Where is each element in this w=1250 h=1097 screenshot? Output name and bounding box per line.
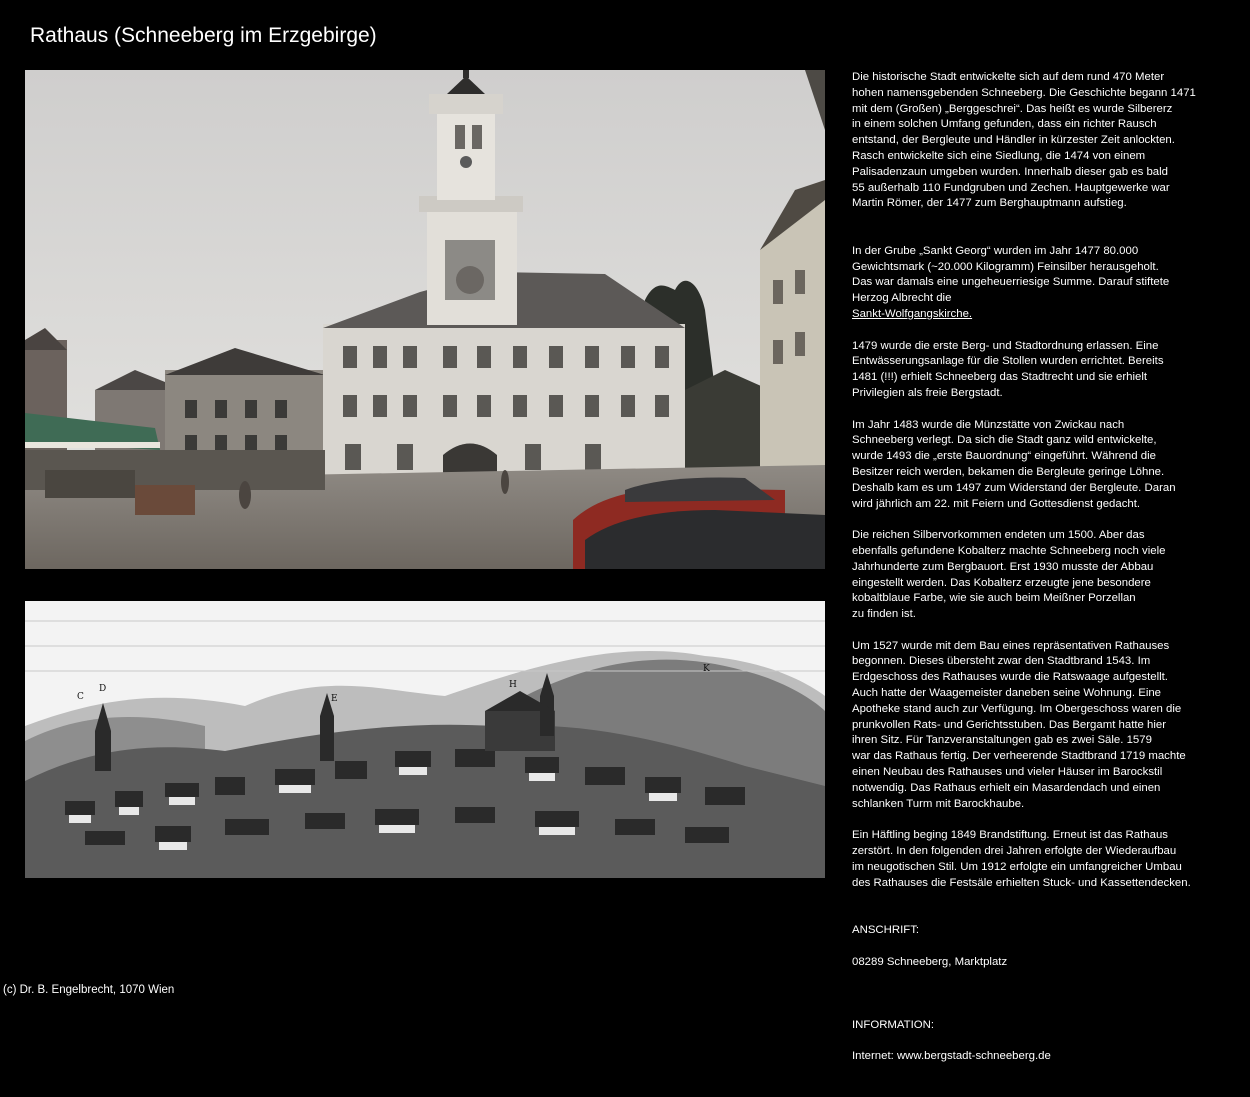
- paragraph-rathaus-history: Um 1527 wurde mit dem Bau eines repräsentativen Rathauses begonnen. Dieses übersteht zwar den Stadtbrand 1543. Im Erdgeschoss des Rathauses wurde die Ratswaage aufgestellt. Auch hatte der Waagemeister daneben seine Wohnung. Eine Apotheke stand auch zur Verfügung. Im Obergeschoss waren die prunkvollen Rats- und Gerichtsstuben. Das Bergamt hatte hier ihren Sitz. Für Tanzveranstaltungen gab es zwei Säle. 1579 war das Rathaus fertig. Der verheerende Stadtbrand 1719 machte einen Neubau des Rathauses und vieler Häuser im Barockstil notwendig. Das Rathaus erhielt ein Masardendach und einen schlanken Turm mit Barockhaube.: [852, 639, 1186, 810]
- engraving-marker-e: E: [331, 694, 338, 704]
- paragraph-muenzstaette: Im Jahr 1483 wurde die Münzstätte von Zwickau nach Schneeberg verlegt. Da sich die Stadt ganz wild entwickelte, wurde 1493 die „erste Bauordnung“ eingeführt. Während die Besitzer reich werden, bekamen die Bergleute geringe Löhne. Deshalb kam es um 1497 zum Widerstand der Bergleute. Daran wird jährlich am 22. mit Feiern und Gottesdienst gedacht.: [852, 418, 1176, 510]
- paragraph-kobalterz: Die reichen Silbervorkommen endeten um 1500. Aber das ebenfalls gefundene Kobalterz machte Schneeberg noch viele Jahrhunderte zum Bergbauort. Erst 1930 musste der Abbau eingestellt werden. Das Kobalterz erzeugte jene besondere kobaltblaue Farbe, wie sie auch beim Meißner Porzellan zu finden ist.: [852, 529, 1166, 621]
- article-text: [852, 70, 1224, 1097]
- sankt-wolfgangskirche-link[interactable]: Sankt-Wolfgangskirche.: [852, 307, 973, 320]
- address-value: 08289 Schneeberg, Marktplatz: [852, 955, 1008, 968]
- paragraph-stadtrecht-text: 1479 wurde die erste Berg- und Stadtordnung erlassen. Eine Entwässerungsanlage für die Stollen wurden errichtet. Bereits 1481 (!!!) erhielt Schneeberg das Stadtrecht und sie erhielt Privilegien als freie Bergstadt.: [852, 339, 1164, 399]
- paragraph-brandstiftung: Ein Häftling beging 1849 Brandstiftung. Erneut ist das Rathaus zerstört. In den folgenden drei Jahren erfolgte der Wiederaufbau im neugotischen Stil. Um 1912 erfolgte ein umfangreicher Umbau des Rathauses die Festsäle erhielten Stuck- und Kassettendecken.: [852, 829, 1191, 889]
- footer-credit: (c) Dr. B. Engelbrecht, 1070 Wien: [3, 984, 175, 996]
- address-label: ANSCHRIFT:: [852, 924, 920, 937]
- page-title: Rathaus (Schneeberg im Erzgebirge): [30, 24, 377, 47]
- paragraph-origins: Die historische Stadt entwickelte sich auf dem rund 470 Meter hohen namensgebenden Schneeberg. Die Geschichte begann 1471 mit dem (Großen) „Berggeschrei“. Das heißt es wurde Silbererz in einem solchen Umfang gefunden, dass ein richter Rausch entstand, der Bergleute und Händler in kürzester Zeit anlockten. Rasch entwickelte sich eine Siedlung, die 1474 von einem Palisadenzaun umgeben wurden. Innerhalb dieser gab es bald 55 außerhalb 110 Fundgruben und Zechen. Hauptgewerke war Martin Römer, der 1477 zum Berghauptmann aufstieg.: [852, 71, 1196, 210]
- paragraph-sankt-georg-text: In der Grube „Sankt Georg“ wurden im Jahr 1477 80.000 Gewichtsmark (~20.000 Kilogramm) Feinsilber herausgeholt. Das war damals eine ungeheuerriesige Summe. Darauf stiftete Herzog Albrecht die: [852, 244, 1170, 305]
- information-label: INFORMATION:: [852, 1018, 935, 1031]
- engraving-marker-h: H: [509, 680, 517, 690]
- paragraph-sankt-georg: [852, 228, 1224, 402]
- rathaus-photo: [25, 70, 825, 569]
- engraving-marker-d: D: [99, 684, 107, 694]
- historic-engraving: [25, 601, 825, 878]
- information-value: Internet: www.bergstadt-schneeberg.de: [852, 1050, 1051, 1063]
- engraving-marker-c: C: [77, 692, 84, 702]
- address-block: [852, 907, 1224, 986]
- information-block: [852, 1002, 1224, 1081]
- engraving-marker-k: K: [703, 664, 710, 674]
